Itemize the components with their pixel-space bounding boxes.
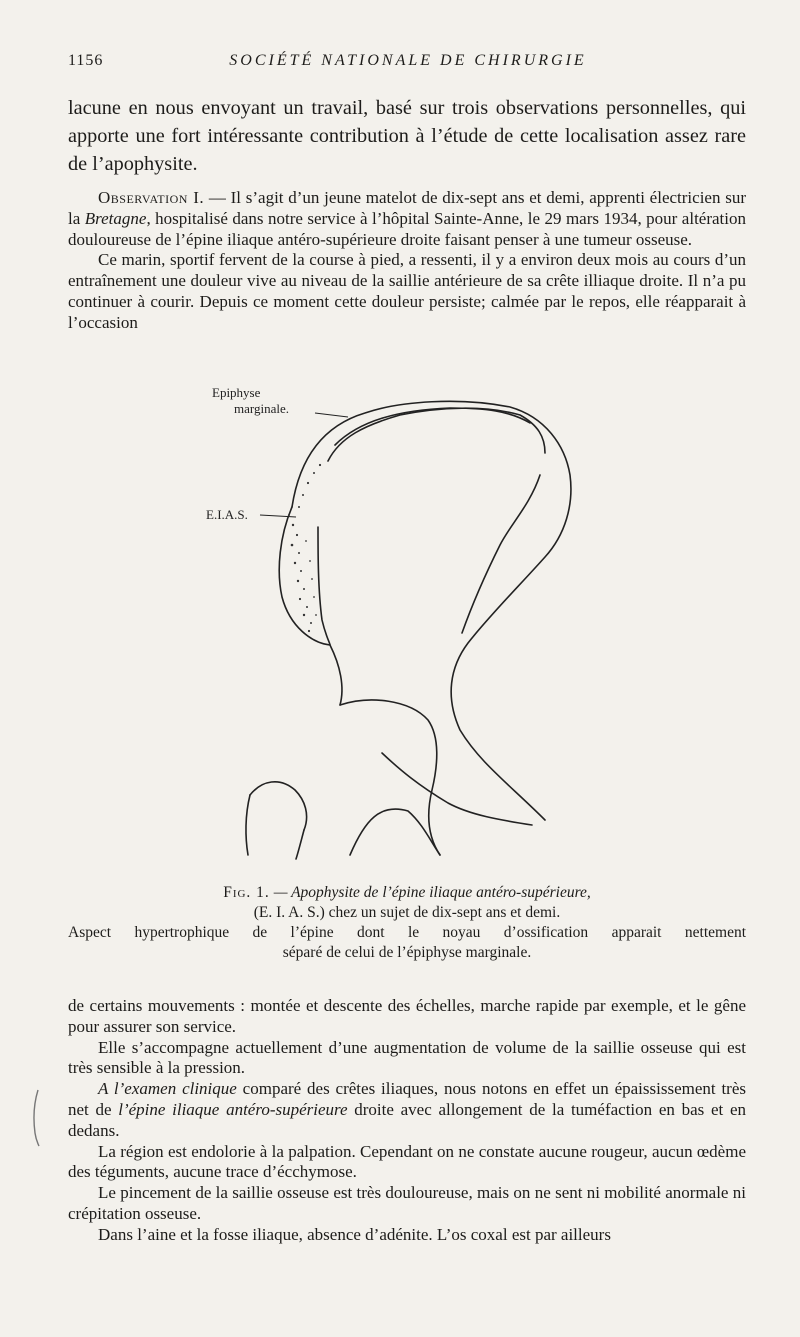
margin-pencil-mark (30, 1088, 44, 1148)
observation-text-1: — Il s’agit d’un jeune matelot de dix-sept ans et demi, apprenti électricien sur la (68, 188, 746, 228)
continuation-paragraph-3 (68, 1079, 746, 1141)
continuation-paragraph-5: Le pincement de la saillie osseuse est très douloureuse, mais on ne sent ni mobilité anormale ni crépitation osseuse. (68, 1183, 746, 1223)
observation-heading: Observation I. (98, 188, 205, 207)
continuation-paragraph-1: de certains mouvements : montée et descente des échelles, marche rapide par exemple, et le gêne pour assurer son service. (68, 996, 746, 1036)
observation-section (68, 188, 746, 334)
continuation-paragraph-6: Dans l’aine et la fosse iliaque, absence d’adénite. L’os coxal est par ailleurs (98, 1224, 611, 1244)
spine-inner-outline (318, 527, 330, 645)
continuation-section (68, 996, 746, 1246)
pelvis-illustration (200, 375, 590, 870)
caption-line-4: séparé de celui de l’épiphyse marginale. (282, 944, 532, 961)
observation-paragraph-2: Ce marin, sportif fervent de la course à pied, a ressenti, il y a environ deux mois au cours d’un entraînement une douleur vive au niveau de la saillie antérieure de sa crête illiaque droite. Il n’a pu continuer à courir. Depuis ce moment cette douleur persiste; calmée par le repos, elle réapparait à l’occasion (68, 250, 746, 332)
epiphysis-inner-line (328, 408, 545, 461)
journal-title: SOCIÉTÉ NATIONALE DE CHIRURGIE (229, 52, 587, 69)
ischium-curve (350, 809, 440, 855)
pubis-curve (382, 753, 532, 825)
eias-leader-line (260, 515, 296, 517)
continuation-paragraph-2: Elle s’accompagne actuellement d’une augmentation de volume de la saillie osseuse qui est très sensible à la pression. (68, 1037, 746, 1078)
iliac-crest-outline (292, 401, 571, 820)
figure-caption (68, 883, 746, 963)
lower-body-contour (330, 645, 342, 705)
label-epiphyse-2: marginale. (234, 401, 289, 416)
observation-paragraph-1 (68, 188, 746, 250)
lead-paragraph (68, 94, 746, 178)
femoral-neck (246, 795, 250, 855)
observation-text-1-end: , hospitalisé dans notre service à l’hôpital Sainte-Anne, le 29 mars 1934, pour altération douloureuse de l’épine iliaque antéro-supérieure droite faisant penser à une tumeur osseuse. (68, 208, 746, 249)
epiphyse-leader-line (315, 413, 348, 417)
caption-line-1 (68, 883, 746, 903)
ship-name: Bretagne (84, 208, 147, 228)
label-eias: E.I.A.S. (206, 507, 248, 522)
femur-shaft-line (296, 830, 304, 859)
lead-paragraph-text: lacune en nous envoyant un travail, basé sur trois observations personnelles, qui apporte une fort intéressante contribution à l’étude de cette localisation assez rare de l’apophysite. (68, 97, 746, 175)
femoral-head (250, 782, 307, 830)
caption-title: — Apophysite de l’épine iliaque antéro-supérieure, (269, 884, 591, 901)
clinical-exam-phrase: A l’examen clinique (98, 1079, 237, 1099)
caption-line-2: (E. I. A. S.) chez un sujet de dix-sept ans et demi. (253, 904, 561, 921)
running-head (68, 52, 748, 76)
caption-figure-ref: Fig. 1. (223, 884, 270, 901)
continuation-paragraph-4: La région est endolorie à la palpation. Cependant on ne constate aucune rougeur, aucun œdème des téguments, aucune trace d’écchymose. (68, 1141, 746, 1182)
page-number: 1156 (68, 52, 104, 69)
spine-term: l’épine iliaque antéro-supérieure (118, 1099, 348, 1119)
continuation-paragraph-3-text: comparé des crêtes iliaques, nous notons en effet un épaississement très net de (68, 1079, 746, 1119)
caption-line-3: Aspect hypertrophique de l’épine dont le noyau d’ossification apparait nettement (68, 924, 746, 941)
continuation-paragraph-3-end: droite avec allongement de la tuméfaction en bas et en dedans. (68, 1099, 746, 1140)
iliac-fossa-line (462, 475, 540, 633)
label-epiphyse-1: Epiphyse (212, 385, 261, 400)
figure-pelvis-drawing (200, 375, 590, 870)
